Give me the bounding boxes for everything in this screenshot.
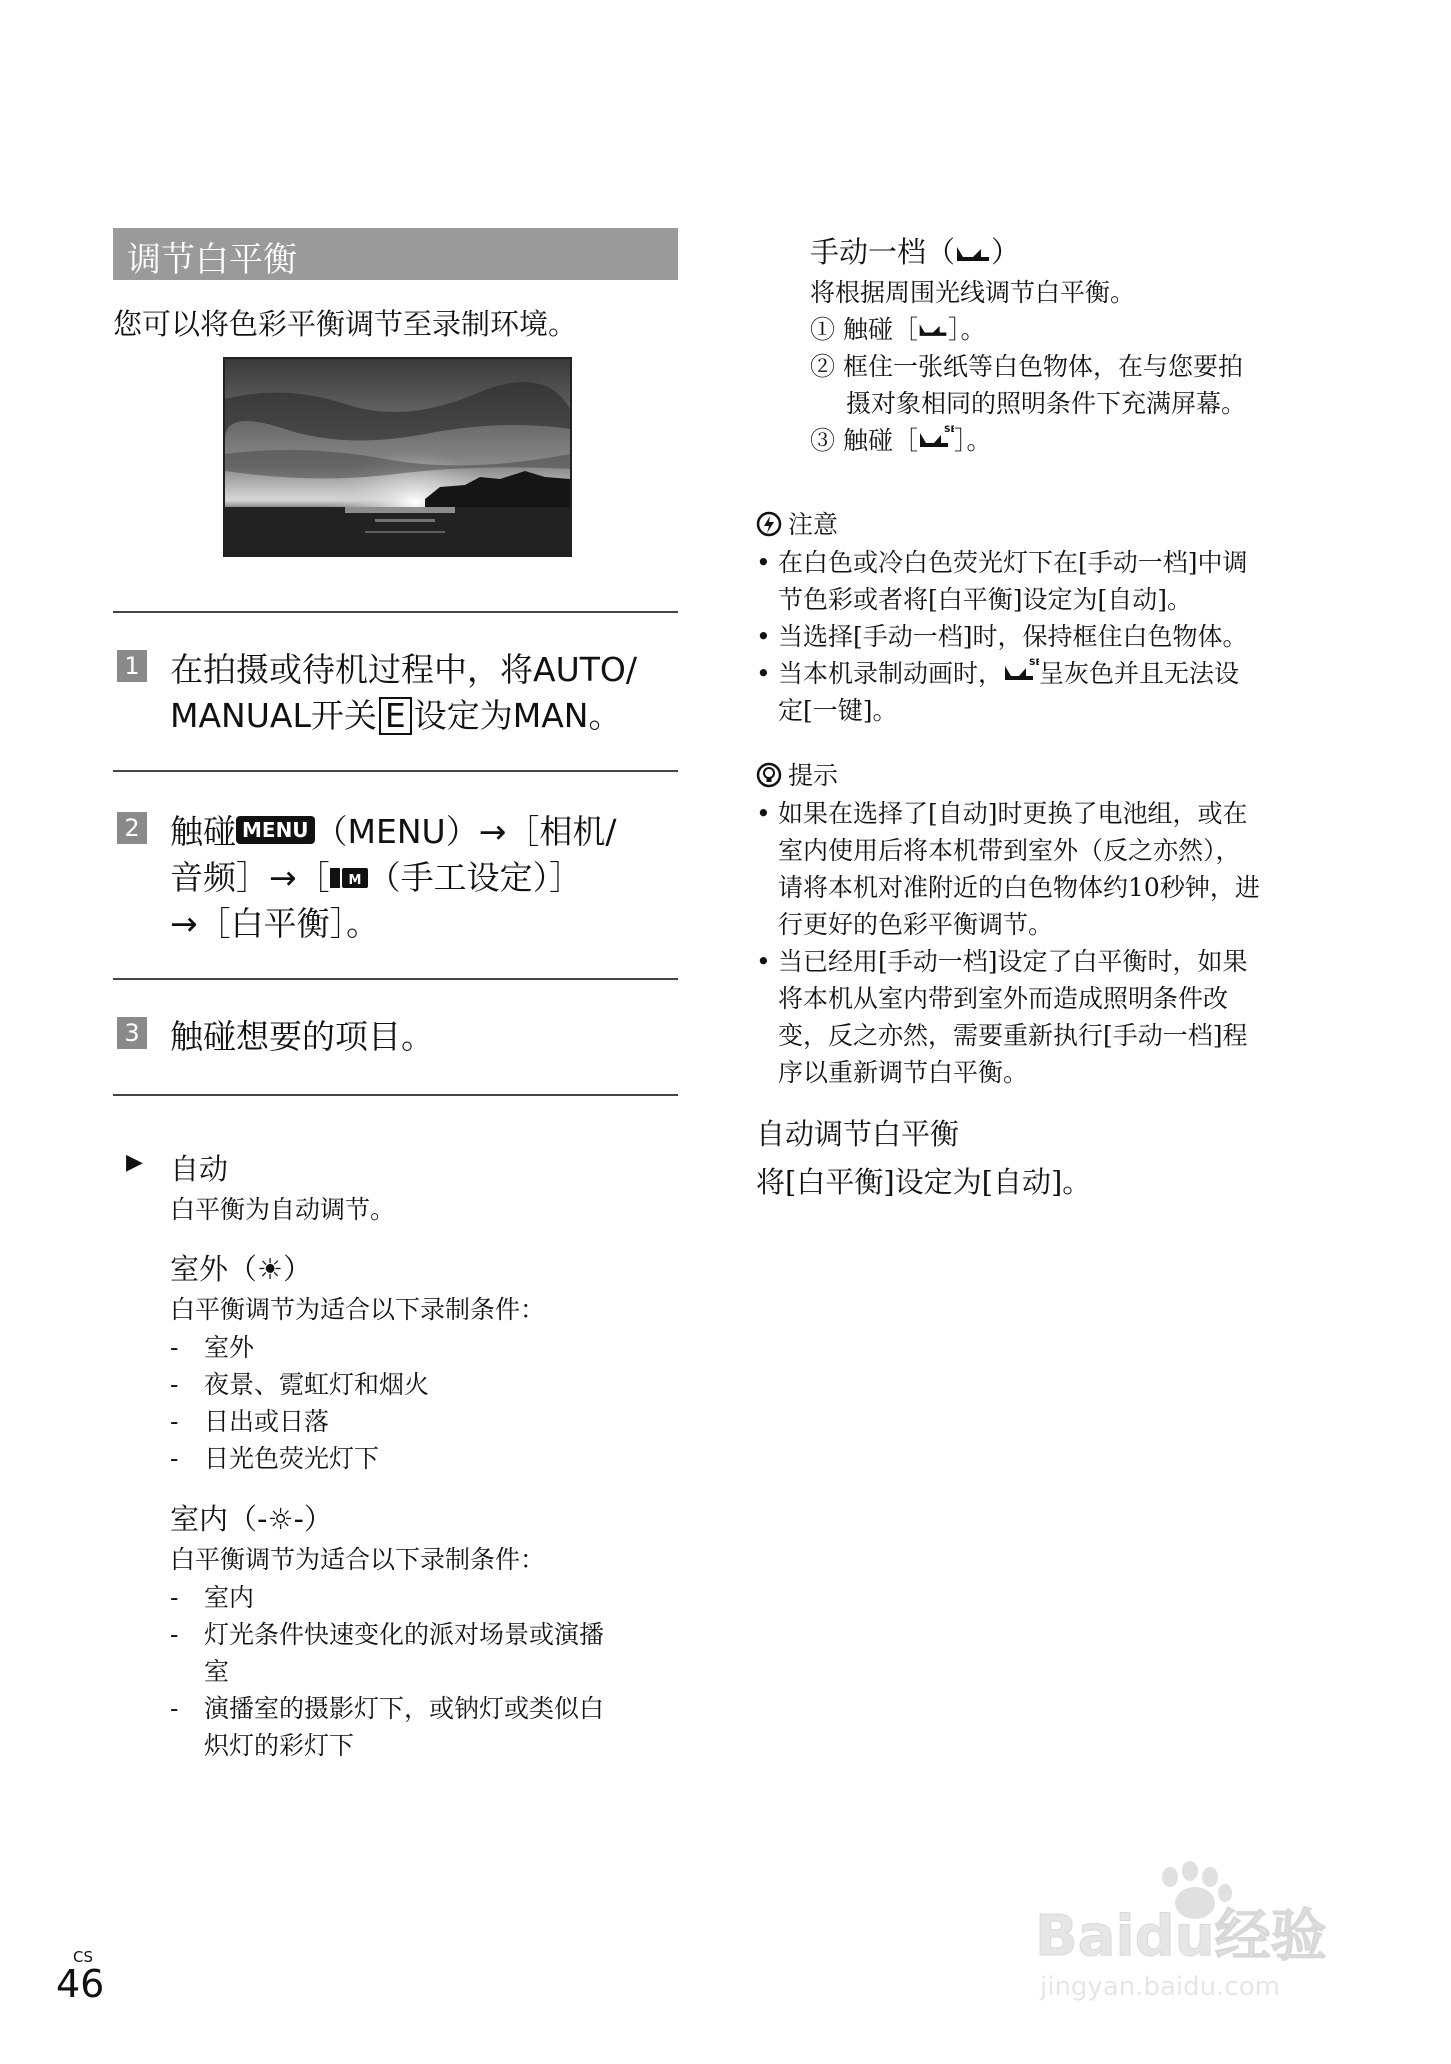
one-push-set-icon <box>1003 656 1039 684</box>
intro-text: 您可以将色彩平衡调节至录制环境。 <box>113 307 578 341</box>
option-outdoor-desc: 白平衡调节为适合以下录制条件： <box>170 1295 546 1324</box>
step-2-line-1: 触碰 MENU （MENU）→［相机/ <box>170 812 617 851</box>
option-indoor-desc: 白平衡调节为适合以下录制条件： <box>170 1545 546 1574</box>
option-outdoor-title: 室外（☀） <box>170 1252 312 1286</box>
svg-text:SET: SE <box>943 425 954 435</box>
list-item: - 日光色荧光灯下 <box>170 1444 380 1473</box>
list-item-continued: 室 <box>204 1657 230 1686</box>
page-language-code: CS <box>73 1948 93 1966</box>
default-marker: ▶ <box>126 1150 143 1175</box>
list-item: - 日出或日落 <box>170 1407 330 1436</box>
list-item: - 室内 <box>170 1583 255 1612</box>
option-auto-desc: 白平衡为自动调节。 <box>170 1195 396 1224</box>
step-2-line-3: →［白平衡］。 <box>170 904 380 943</box>
onepush-step-3: ③ 触碰［ SE ］。 <box>810 425 992 455</box>
step-1-line-1: 在拍摄或待机过程中，将AUTO/ <box>170 650 637 689</box>
caution-heading: 注意 <box>756 505 838 541</box>
sunset-photo <box>223 357 572 557</box>
step-number: 1 <box>117 650 147 682</box>
option-auto-title: 自动 <box>170 1152 229 1186</box>
step-3-line: 触碰想要的项目。 <box>170 1017 434 1056</box>
switch-e-label: E <box>379 697 412 735</box>
hint-heading: 提示 <box>756 756 838 792</box>
caution-icon <box>756 511 782 537</box>
step-number: 3 <box>117 1017 147 1049</box>
step-1-line-2: MANUAL开关 E 设定为MAN。 <box>170 696 622 735</box>
option-onepush-desc: 将根据周围光线调节白平衡。 <box>810 278 1136 307</box>
svg-text:jingyan.baidu.com: jingyan.baidu.com <box>1040 1972 1280 2002</box>
caution-item: • 在白色或冷白色荧光灯下在[手动一档]中调 <box>756 548 1248 577</box>
page-number: 46 <box>56 1962 105 2006</box>
hint-item-cont: 室内使用后将本机带到室外（反之亦然）， <box>778 836 1241 865</box>
lightbulb-icon <box>756 762 782 788</box>
hint-item-cont: 变，反之亦然，需要重新执行[手动一档]程 <box>778 1021 1248 1050</box>
svg-text:SET: SE <box>1029 658 1040 668</box>
step-2-line-2: 音频］→［ M （手工设定）］ <box>170 858 583 897</box>
one-push-wb-icon <box>918 320 948 340</box>
menu-icon: MENU <box>236 816 315 844</box>
hint-item-cont: 请将本机对准附近的白色物体约10秒钟，进 <box>778 873 1260 902</box>
list-item: - 灯光条件快速变化的派对场景或演播 <box>170 1620 605 1649</box>
divider <box>113 1094 678 1096</box>
hint-item-cont: 序以重新调节白平衡。 <box>778 1058 1029 1087</box>
baidu-watermark <box>1030 1855 1370 2005</box>
divider <box>113 978 678 980</box>
manual-settings-icon <box>330 865 368 891</box>
hint-item-cont: 行更好的色彩平衡调节。 <box>778 910 1054 939</box>
onepush-step-2-cont: 摄对象相同的照明条件下充满屏幕。 <box>846 389 1247 418</box>
svg-text:M: M <box>348 873 362 888</box>
svg-text:Baidu经验: Baidu经验 <box>1035 1904 1327 1969</box>
divider <box>113 611 678 613</box>
caution-item: • 当本机录制动画时， SE 呈灰色并且无法设 <box>756 658 1240 688</box>
onepush-step-1: ① 触碰［ ］。 <box>810 315 986 344</box>
hint-item: • 如果在选择了[自动]时更换了电池组，或在 <box>756 799 1248 828</box>
hint-item-cont: 将本机从室内带到室外而造成照明条件改 <box>778 984 1229 1013</box>
option-indoor-title: 室内（-☼-） <box>170 1502 333 1536</box>
step-number: 2 <box>117 812 147 844</box>
option-onepush-title: 手动一档（ ） <box>810 235 1021 269</box>
hint-item: • 当已经用[手动一档]设定了白平衡时，如果 <box>756 947 1248 976</box>
list-item: - 室外 <box>170 1333 255 1362</box>
section-title: 调节白平衡 <box>127 240 297 280</box>
caution-item-cont: 节色彩或者将[白平衡]设定为[自动]。 <box>778 585 1193 614</box>
caution-item-cont: 定[一键]。 <box>778 696 898 725</box>
auto-adjust-title: 自动调节白平衡 <box>756 1117 960 1151</box>
auto-adjust-text: 将[白平衡]设定为[自动]。 <box>756 1165 1092 1199</box>
onepush-step-2: ② 框住一张纸等白色物体，在与您要拍 <box>810 352 1243 381</box>
list-item-continued: 炽灯的彩灯下 <box>204 1731 355 1760</box>
one-push-set-icon <box>918 423 954 451</box>
caution-item: • 当选择[手动一档]时，保持框住白色物体。 <box>756 622 1248 651</box>
list-item: - 夜景、霓虹灯和烟火 <box>170 1370 430 1399</box>
one-push-wb-icon <box>955 243 991 265</box>
list-item: - 演播室的摄影灯下，或钠灯或类似白 <box>170 1694 605 1723</box>
divider <box>113 770 678 772</box>
